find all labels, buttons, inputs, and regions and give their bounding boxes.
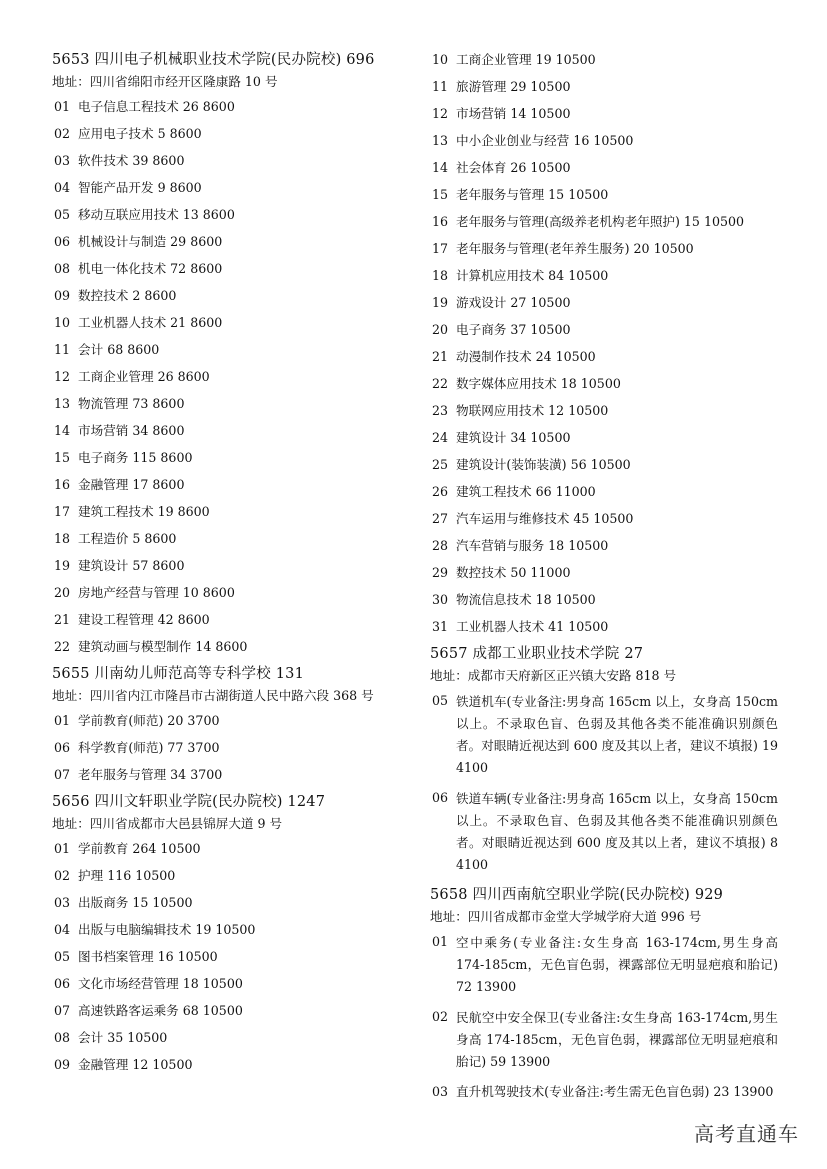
major-item	[52, 286, 412, 306]
major-text: 机电一体化技术 72 8600	[78, 261, 223, 276]
major-text: 计算机应用技术 84 10500	[456, 268, 609, 283]
major-item	[52, 866, 412, 886]
major-code: 14	[54, 423, 71, 438]
major-code: 05	[54, 949, 71, 964]
major-code: 02	[54, 868, 71, 883]
major-item	[430, 212, 778, 232]
major-code: 16	[432, 214, 449, 229]
major-text: 数控技术 50 11000	[456, 565, 571, 580]
major-text: 会计 68 8600	[78, 342, 160, 357]
major-text: 老年服务与管理(老年养生服务) 20 10500	[456, 241, 694, 256]
major-code: 09	[54, 1057, 71, 1072]
major-code: 17	[54, 504, 71, 519]
major-item	[430, 788, 778, 876]
major-item	[52, 124, 412, 144]
major-text: 市场营销 14 10500	[456, 106, 571, 121]
major-code: 01	[432, 934, 449, 949]
major-item	[52, 765, 412, 785]
major-text: 工程造价 5 8600	[78, 531, 177, 546]
major-item	[52, 97, 412, 117]
major-text: 工商企业管理 19 10500	[456, 52, 596, 67]
major-item	[430, 455, 778, 475]
major-item	[52, 637, 412, 657]
major-text: 文化市场经营管理 18 10500	[78, 976, 243, 991]
school-address: 地址：四川省成都市金堂大学城学府大道 996 号	[430, 909, 702, 924]
major-code: 01	[54, 841, 71, 856]
major-text: 建筑工程技术 66 11000	[456, 484, 596, 499]
school-block	[52, 50, 412, 657]
major-item	[52, 1001, 412, 1021]
major-text: 物流信息技术 18 10500	[456, 592, 596, 607]
major-text: 图书档案管理 16 10500	[78, 949, 218, 964]
major-code: 11	[54, 342, 71, 357]
major-text: 会计 35 10500	[78, 1030, 168, 1045]
major-text: 建筑工程技术 19 8600	[78, 504, 210, 519]
major-text: 工业机器人技术 41 10500	[456, 619, 609, 634]
major-item	[430, 266, 778, 286]
major-code: 15	[54, 450, 71, 465]
major-item	[52, 738, 412, 758]
major-item	[430, 1082, 778, 1102]
right-column	[430, 50, 778, 1109]
major-text: 房地产经营与管理 10 8600	[78, 585, 235, 600]
major-text: 学前教育 264 10500	[78, 841, 201, 856]
major-text: 数字媒体应用技术 18 10500	[456, 376, 621, 391]
major-item	[430, 239, 778, 259]
major-text: 数控技术 2 8600	[78, 288, 177, 303]
major-text: 建筑动画与模型制作 14 8600	[78, 639, 248, 654]
major-item	[430, 536, 778, 556]
major-code: 29	[432, 565, 449, 580]
major-text: 空中乘务(专业备注:女生身高 163-174cm,男生身高 174-185cm，无色盲色弱，裸露部位无明显疤痕和胎记) 72 13900	[456, 935, 778, 994]
school-address: 地址：四川省成都市大邑县锦屏大道 9 号	[52, 816, 283, 831]
major-item	[52, 974, 412, 994]
major-text: 铁道车辆(专业备注:男身高 165cm 以上，女身高 150cm 以上。不录取色盲、色弱及其他各类不能准确识别颜色者。对眼睛近视达到 600 度及其以上者，建议不填报) 8 4100	[456, 791, 778, 872]
major-code: 08	[54, 261, 71, 276]
major-text: 汽车营销与服务 18 10500	[456, 538, 609, 553]
major-text: 动漫制作技术 24 10500	[456, 349, 596, 364]
major-item	[52, 610, 412, 630]
major-item	[52, 421, 412, 441]
major-code: 24	[432, 430, 449, 445]
major-code: 12	[54, 369, 71, 384]
major-item	[52, 529, 412, 549]
major-text: 电子信息工程技术 26 8600	[78, 99, 235, 114]
major-code: 15	[432, 187, 449, 202]
major-text: 移动互联应用技术 13 8600	[78, 207, 235, 222]
major-item	[52, 920, 412, 940]
major-code: 03	[432, 1084, 449, 1099]
major-item	[52, 340, 412, 360]
major-text: 电子商务 37 10500	[456, 322, 571, 337]
major-text: 民航空中安全保卫(专业备注:女生身高 163-174cm,男生身高 174-185cm，无色盲色弱，裸露部位无明显疤痕和胎记) 59 13900	[456, 1010, 778, 1069]
major-item	[430, 932, 778, 998]
major-code: 30	[432, 592, 449, 607]
major-text: 游戏设计 27 10500	[456, 295, 571, 310]
major-item	[430, 590, 778, 610]
major-text: 老年服务与管理 15 10500	[456, 187, 609, 202]
major-text: 出版与电脑编辑技术 19 10500	[78, 922, 256, 937]
school-block	[430, 50, 778, 637]
major-text: 护理 116 10500	[78, 868, 176, 883]
major-text: 老年服务与管理 34 3700	[78, 767, 223, 782]
major-item	[430, 77, 778, 97]
major-item	[52, 893, 412, 913]
major-code: 22	[54, 639, 71, 654]
major-code: 02	[432, 1009, 449, 1024]
major-code: 14	[432, 160, 449, 175]
school-address: 地址：四川省绵阳市经开区隆康路 10 号	[52, 74, 278, 89]
major-item	[430, 374, 778, 394]
major-item	[52, 313, 412, 333]
major-item	[52, 711, 412, 731]
major-item	[430, 50, 778, 70]
major-item	[52, 1028, 412, 1048]
major-item	[52, 448, 412, 468]
major-item	[52, 947, 412, 967]
major-text: 汽车运用与维修技术 45 10500	[456, 511, 634, 526]
major-code: 26	[432, 484, 449, 499]
major-code: 02	[54, 126, 71, 141]
major-text: 电子商务 115 8600	[78, 450, 193, 465]
major-item	[52, 1055, 412, 1075]
left-column	[52, 50, 412, 1082]
major-item	[52, 556, 412, 576]
major-code: 19	[54, 558, 71, 573]
major-item	[430, 320, 778, 340]
major-text: 直升机驾驶技术(专业备注:考生需无色盲色弱) 23 13900	[456, 1084, 774, 1099]
major-text: 出版商务 15 10500	[78, 895, 193, 910]
major-text: 中小企业创业与经营 16 10500	[456, 133, 634, 148]
major-item	[430, 563, 778, 583]
major-code: 10	[54, 315, 71, 330]
major-code: 13	[432, 133, 449, 148]
major-item	[430, 347, 778, 367]
major-code: 07	[54, 767, 71, 782]
major-code: 04	[54, 922, 71, 937]
major-code: 06	[54, 976, 71, 991]
major-item	[430, 104, 778, 124]
major-code: 03	[54, 153, 71, 168]
major-text: 科学教育(师范) 77 3700	[78, 740, 220, 755]
major-text: 金融管理 12 10500	[78, 1057, 193, 1072]
major-text: 物流管理 73 8600	[78, 396, 185, 411]
major-code: 21	[432, 349, 449, 364]
major-code: 19	[432, 295, 449, 310]
major-text: 铁道机车(专业备注:男身高 165cm 以上，女身高 150cm 以上。不录取色盲、色弱及其他各类不能准确识别颜色者。对眼睛近视达到 600 度及其以上者，建议不填报) 19 4100	[456, 694, 778, 775]
major-code: 12	[432, 106, 449, 121]
major-code: 06	[54, 740, 71, 755]
major-text: 高速铁路客运乘务 68 10500	[78, 1003, 243, 1018]
major-item	[52, 259, 412, 279]
major-code: 17	[432, 241, 449, 256]
major-text: 建设工程管理 42 8600	[78, 612, 210, 627]
major-text: 学前教育(师范) 20 3700	[78, 713, 220, 728]
major-item	[430, 617, 778, 637]
major-text: 社会体育 26 10500	[456, 160, 571, 175]
school-header: 5653 四川电子机械职业技术学院(民办院校) 696	[52, 52, 375, 68]
major-text: 智能产品开发 9 8600	[78, 180, 202, 195]
major-code: 07	[54, 1003, 71, 1018]
major-item	[430, 293, 778, 313]
major-code: 10	[432, 52, 449, 67]
major-text: 市场营销 34 8600	[78, 423, 185, 438]
major-text: 工商企业管理 26 8600	[78, 369, 210, 384]
major-item	[430, 401, 778, 421]
major-text: 旅游管理 29 10500	[456, 79, 571, 94]
school-header: 5656 四川文轩职业学院(民办院校) 1247	[52, 794, 326, 810]
school-block	[430, 644, 778, 876]
major-text: 机械设计与制造 29 8600	[78, 234, 223, 249]
major-code: 01	[54, 713, 71, 728]
school-address: 地址：四川省内江市隆昌市古湖街道人民中路六段 368 号	[52, 688, 374, 703]
major-code: 05	[54, 207, 71, 222]
major-code: 09	[54, 288, 71, 303]
major-text: 建筑设计(装饰装潢) 56 10500	[456, 457, 631, 472]
major-item	[430, 185, 778, 205]
major-item	[52, 232, 412, 252]
major-code: 31	[432, 619, 449, 634]
major-text: 老年服务与管理(高级养老机构老年照护) 15 10500	[456, 214, 745, 229]
major-code: 22	[432, 376, 449, 391]
major-code: 01	[54, 99, 71, 114]
major-code: 06	[54, 234, 71, 249]
watermark-logo: 高考直通车	[694, 1122, 799, 1146]
major-text: 金融管理 17 8600	[78, 477, 185, 492]
major-code: 06	[432, 790, 449, 805]
school-address: 地址：成都市天府新区正兴镇大安路 818 号	[430, 668, 677, 683]
major-item	[430, 482, 778, 502]
major-item	[430, 131, 778, 151]
major-code: 20	[54, 585, 71, 600]
major-item	[52, 151, 412, 171]
major-item	[430, 1007, 778, 1073]
major-item	[430, 509, 778, 529]
school-block	[52, 664, 412, 785]
major-item	[52, 367, 412, 387]
major-text: 建筑设计 57 8600	[78, 558, 185, 573]
major-code: 05	[432, 693, 449, 708]
school-block	[430, 885, 778, 1102]
major-item	[52, 394, 412, 414]
major-code: 11	[432, 79, 449, 94]
major-code: 16	[54, 477, 71, 492]
major-text: 工业机器人技术 21 8600	[78, 315, 223, 330]
major-code: 08	[54, 1030, 71, 1045]
major-code: 27	[432, 511, 449, 526]
major-code: 03	[54, 895, 71, 910]
school-header: 5658 四川西南航空职业学院(民办院校) 929	[430, 887, 724, 903]
major-text: 软件技术 39 8600	[78, 153, 185, 168]
major-code: 18	[54, 531, 71, 546]
major-code: 25	[432, 457, 449, 472]
major-item	[430, 691, 778, 779]
major-item	[52, 583, 412, 603]
major-code: 21	[54, 612, 71, 627]
school-header: 5657 成都工业职业技术学院 27	[430, 646, 644, 662]
major-text: 物联网应用技术 12 10500	[456, 403, 609, 418]
major-item	[52, 205, 412, 225]
major-item	[52, 475, 412, 495]
major-code: 23	[432, 403, 449, 418]
major-code: 28	[432, 538, 449, 553]
major-text: 建筑设计 34 10500	[456, 430, 571, 445]
school-header: 5655 川南幼儿师范高等专科学校 131	[52, 666, 304, 682]
major-item	[52, 502, 412, 522]
major-item	[52, 178, 412, 198]
school-block	[52, 792, 412, 1075]
major-code: 20	[432, 322, 449, 337]
major-code: 18	[432, 268, 449, 283]
major-item	[430, 158, 778, 178]
major-item	[430, 428, 778, 448]
major-item	[52, 839, 412, 859]
major-code: 04	[54, 180, 71, 195]
major-code: 13	[54, 396, 71, 411]
major-text: 应用电子技术 5 8600	[78, 126, 202, 141]
